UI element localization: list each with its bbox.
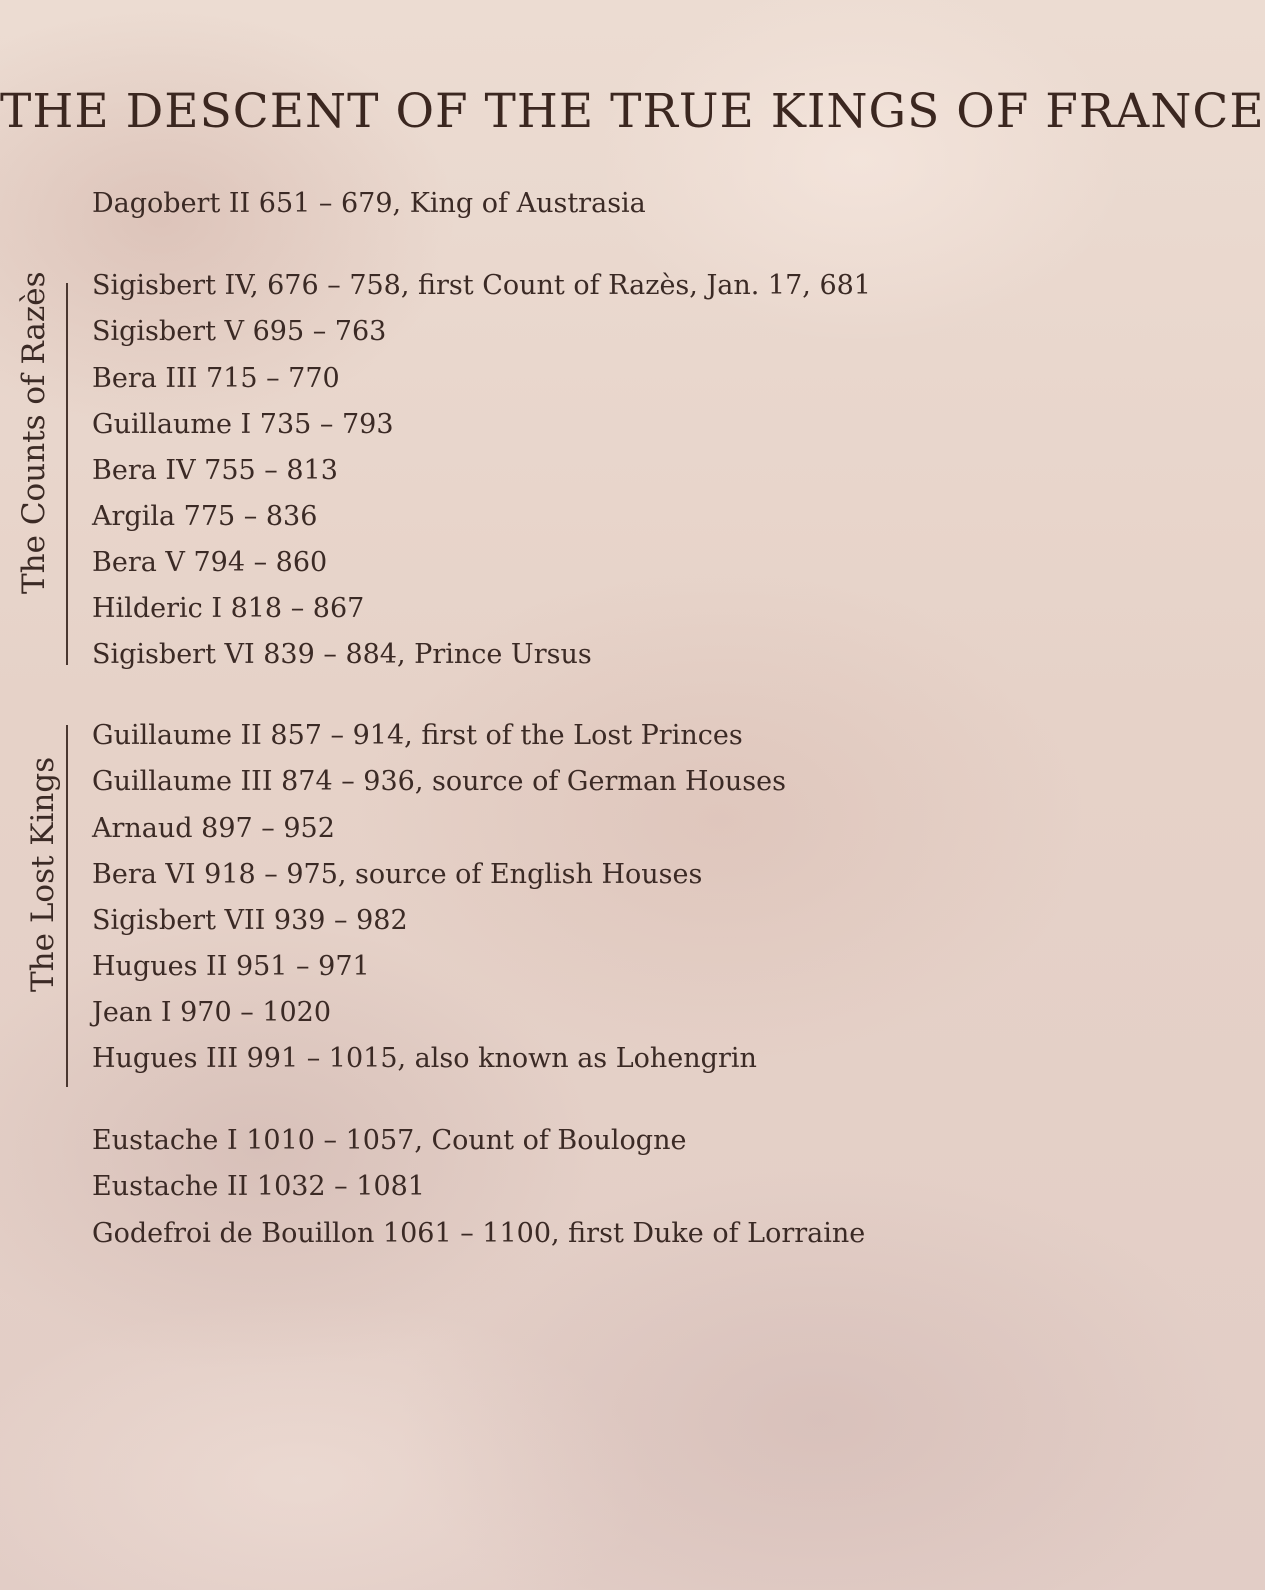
list-item: Hugues II 951 – 971 <box>92 951 370 982</box>
list-item: Hilderic I 818 – 867 <box>92 593 365 624</box>
list-item: Jean I 970 – 1020 <box>92 997 332 1028</box>
list-item: Sigisbert V 695 – 763 <box>92 316 387 347</box>
list-item: Sigisbert IV, 676 – 758, first Count of Razès, Jan. 17, 681 <box>92 270 871 301</box>
list-item: Hugues III 991 – 1015, also known as Lohengrin <box>92 1043 757 1074</box>
list-item: Arnaud 897 – 952 <box>92 813 335 844</box>
counts-of-razes-label: The Counts of Razès <box>16 271 52 594</box>
lost-kings-bracket <box>66 725 68 1087</box>
list-item: Eustache II 1032 – 1081 <box>92 1171 425 1202</box>
lost-kings-label: The Lost Kings <box>25 756 61 992</box>
list-item: Argila 775 – 836 <box>92 501 318 532</box>
list-item: Eustache I 1010 – 1057, Count of Boulogne <box>92 1125 687 1156</box>
page-title: THE DESCENT OF THE TRUE KINGS OF FRANCE <box>0 84 1265 139</box>
list-item: Guillaume II 857 – 914, first of the Lost Princes <box>92 720 743 751</box>
list-item: Sigisbert VI 839 – 884, Prince Ursus <box>92 639 592 670</box>
list-item: Guillaume III 874 – 936, source of German Houses <box>92 766 786 797</box>
list-item: Godefroi de Bouillon 1061 – 1100, first Duke of Lorraine <box>92 1218 866 1249</box>
list-item: Bera VI 918 – 975, source of English Houses <box>92 859 703 890</box>
list-item: Bera III 715 – 770 <box>92 363 340 394</box>
list-item: Sigisbert VII 939 – 982 <box>92 905 408 936</box>
list-item: Bera IV 755 – 813 <box>92 455 338 486</box>
list-item: Bera V 794 – 860 <box>92 547 328 578</box>
intro-entry: Dagobert II 651 – 679, King of Austrasia <box>92 188 646 219</box>
list-item: Guillaume I 735 – 793 <box>92 409 394 440</box>
counts-of-razes-bracket <box>66 283 68 665</box>
